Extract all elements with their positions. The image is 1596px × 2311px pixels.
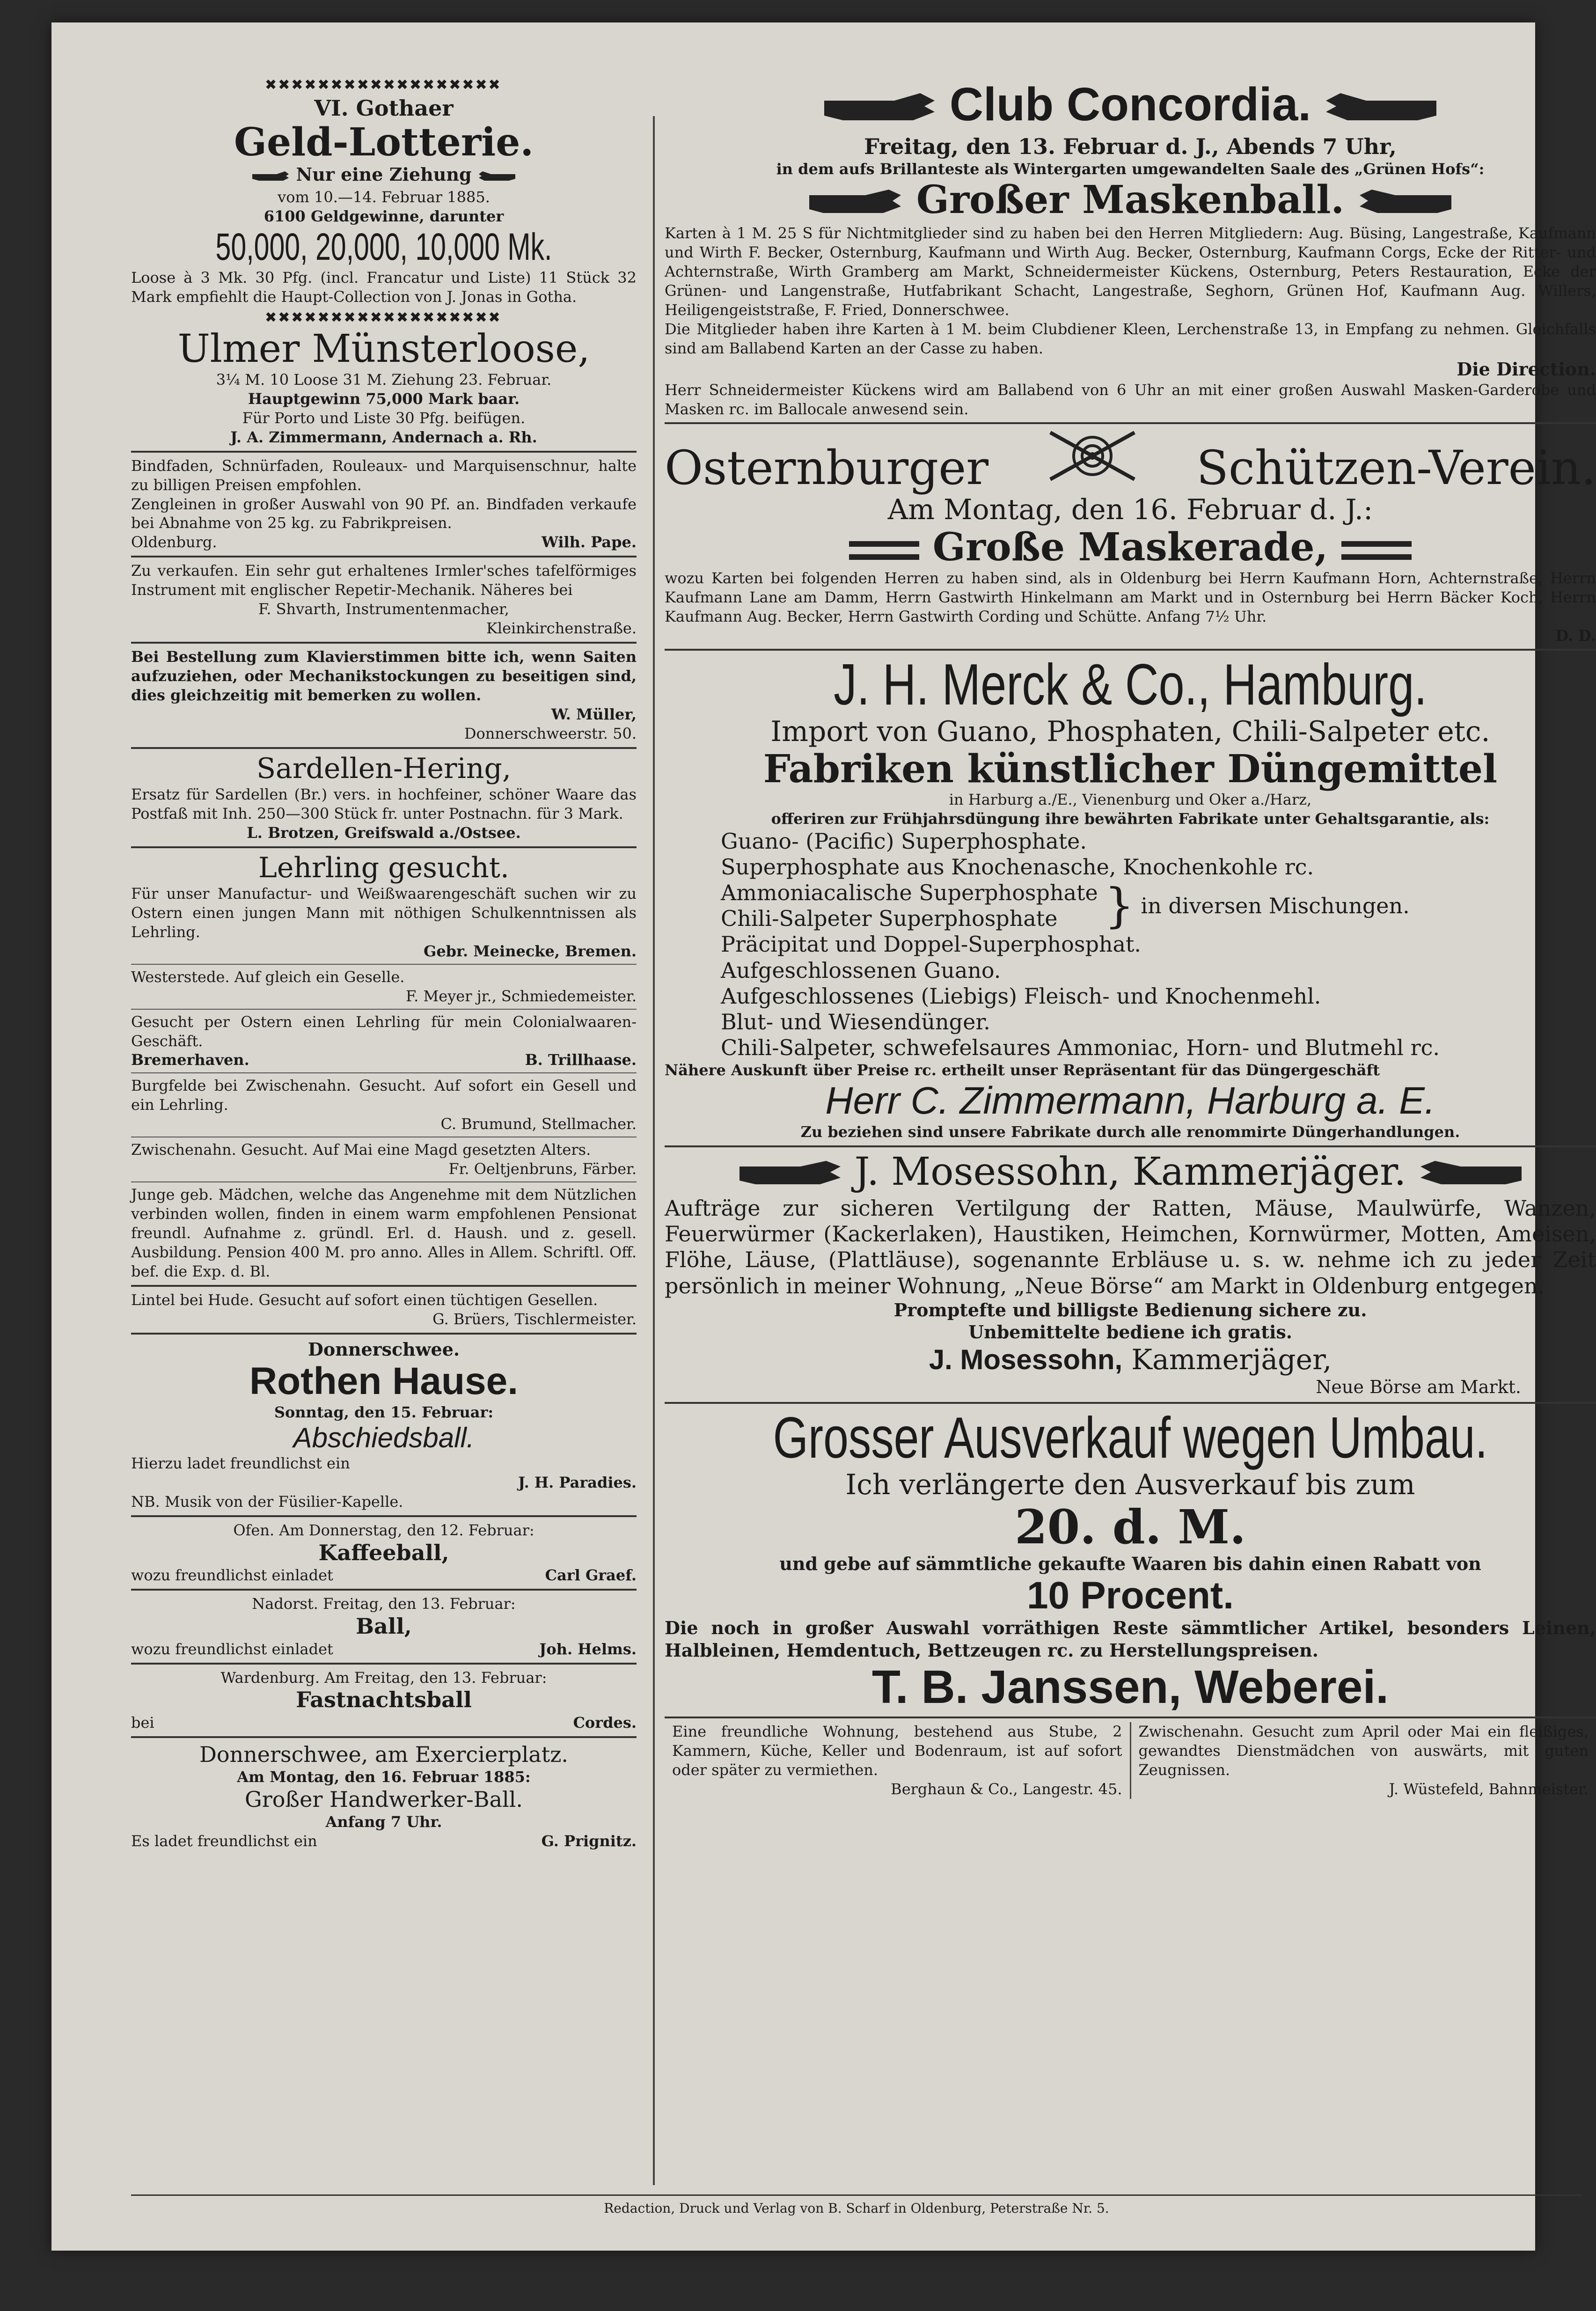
divider xyxy=(131,1589,637,1591)
ad-text: Herr Schneidermeister Kückens wird am Ballabend von 6 Uhr an mit einer großen Auswahl Masken-Garderobe und Masken rc. im Ballocale anwesend sein. xyxy=(665,381,1596,418)
divider xyxy=(131,1285,637,1287)
ad-line: Wardenburg. Am Freitag, den 13. Februar: xyxy=(220,1668,547,1687)
product-item: Präcipitat und Doppel-Superphosphat. xyxy=(721,932,1142,957)
ad-line xyxy=(131,163,637,187)
ad-nadorst xyxy=(131,1594,637,1658)
ad-name: G. Brüers, Tischlermeister. xyxy=(432,1310,637,1328)
ad-text: Loose à 3 Mk. 30 Pfg. (incl. Francatur und Liste) 11 Stück 32 Mark empfiehlt die Haupt-Collection von J. Jonas in Gotha. xyxy=(131,268,637,306)
ad-brumund xyxy=(131,1076,637,1134)
ad-hering xyxy=(131,753,637,843)
pointing-hand-icon xyxy=(809,182,903,224)
ad-text: wozu Karten bei folgenden Herren zu haben sind, als in Oldenburg bei Herrn Kaufmann Horn, Achternstraße, Herrn Kaufmann Lane am Damm, Herrn Gastwirth Hinkelmann am Markt und in Osternburg bei Herrn Bäcker Koch, Herrn Kaufmann Aug. Becker, Herrn Gastwirth Cording und Schütte. Anfang 7½ Uhr. xyxy=(665,569,1596,625)
ad-firma: T. B. Janssen, Weberei. xyxy=(871,1661,1389,1714)
ad-title: Geld-Lotterie. xyxy=(234,120,534,165)
ad-ort: Oldenburg. xyxy=(131,533,217,551)
right-column xyxy=(665,79,1596,2185)
ad-line: und gebe auf sämmtliche gekaufte Waaren bis dahin einen Rabatt von xyxy=(779,1553,1481,1574)
ad-title: Rothen Hause. xyxy=(249,1360,519,1403)
ad-ball: Abschiedsball. xyxy=(293,1422,475,1454)
ad-ziehung: Nur eine Ziehung xyxy=(296,164,472,185)
ad-adr: Kleinkirchenstraße. xyxy=(486,619,637,638)
ad-line: Promptefte und billigste Bedienung sichere zu. xyxy=(893,1299,1367,1321)
ornament-row: ✖✖✖✖✖✖✖✖✖✖✖✖✖✖✖✖✖✖ xyxy=(265,74,502,95)
divider xyxy=(131,747,637,749)
ad-firma: J. A. Zimmermann, Andernach a. Rh. xyxy=(230,428,537,446)
ad-bei: bei xyxy=(131,1713,154,1731)
ad-direction: Die Direction. xyxy=(1457,359,1596,380)
ad-wardenburg xyxy=(131,1668,637,1732)
pointing-hand-icon xyxy=(1358,182,1451,224)
bracket-text: in diversen Mischungen. xyxy=(1141,893,1410,918)
ad-einladung: wozu freundlichst einladet xyxy=(131,1640,333,1658)
brace-icon: } xyxy=(1104,878,1135,933)
ad-lehrling xyxy=(131,852,637,961)
ad-text: Gesucht per Ostern einen Lehrling für mein Colonialwaaren-Geschäft. xyxy=(131,1012,637,1050)
ad-einladung: wozu freundlichst einladet xyxy=(131,1566,333,1585)
ad-title: Grosser Ausverkauf wegen Umbau. xyxy=(773,1406,1488,1471)
ornament-row: ✖✖✖✖✖✖✖✖✖✖✖✖✖✖✖✖✖✖ xyxy=(265,306,502,328)
product-item: Guano- (Pacific) Superphosphate. xyxy=(721,828,1087,854)
ad-text: Karten à 1 M. 25 S für Nichtmitglieder sind zu haben bei den Herren Mitgliedern: Aug. Büsing, Langestraße, Kaufmann und Wirth F. Becker, Osternburg, Kaufmann und Wirth Aug. Becker, Osternburg, Kaufmann Corgs, Ecke der Ritter- und Achternstraße, Wirth Gramberg am Markt, Schneidermeister Kückens, Osternburg, Peters Restauration, Ecke der Grünen- und Langenstraße, Hutfabrikant Schacht, Langestraße, Seghorn, Grünen Hof, Kaufmann Aug. Willers, Heiligengeiststraße, F. Fried, Donnerschwee. xyxy=(665,224,1596,319)
ad-title: J. H. Merck & Co., Hamburg. xyxy=(834,653,1427,718)
ad-anfang: Anfang 7 Uhr. xyxy=(325,1812,442,1831)
ad-name: J. H. Paradies. xyxy=(518,1474,637,1492)
ad-datum: 20. d. M. xyxy=(1015,1499,1246,1555)
product-item: Blut- und Wiesendünger. xyxy=(721,1009,990,1035)
ad-name: B. Trillhaase. xyxy=(525,1051,637,1069)
target-emblem-icon xyxy=(1046,428,1139,494)
imprint-footer: Redaction, Druck und Verlag von B. Scharf in Oldenburg, Peterstraße Nr. 5. xyxy=(131,2194,1582,2216)
divider xyxy=(131,1663,637,1665)
ad-import: Import von Guano, Phosphaten, Chili-Salpeter etc. xyxy=(770,715,1490,748)
ad-einladung: Es ladet freundlichst ein xyxy=(131,1832,317,1850)
ad-datum: Am Montag, den 16. Februar 1885: xyxy=(237,1768,531,1786)
newspaper-page xyxy=(51,22,1596,2251)
ad-line: Für Porto und Liste 30 Pfg. beifügen. xyxy=(242,409,526,427)
ad-title: Fastnachtsball xyxy=(296,1687,472,1713)
ad-title: Sardellen-Hering, xyxy=(256,752,512,785)
ad-adr: Donnerschweerstr. 50. xyxy=(464,725,637,743)
ad-text: Aufträge zur sicheren Vertilgung der Ratten, Mäuse, Maulwürfe, Wanzen, Feuerwürmer (Kackerlaken), Haustiken, Heimchen, Kornwürmer, Motten, Ameisen, Flöhe, Läuse, (Plattläuse), sogenannte Erbläuse u. s. w. nehme ich zu jeder Zeit persönlich in meiner Wohnung, „Neue Börse“ am Markt in Oldenburg entgegen. xyxy=(665,1196,1596,1299)
ad-text: Westerstede. Auf gleich ein Geselle. xyxy=(131,968,405,986)
ad-mosessohn xyxy=(665,1151,1596,1399)
divider xyxy=(131,1515,637,1517)
ad-ball-row xyxy=(665,526,1596,568)
ad-brueers xyxy=(131,1291,637,1329)
ad-name: F. Shvarth, Instrumentenmacher, xyxy=(258,600,509,618)
ad-title-part: Osternburger xyxy=(665,440,989,496)
ad-rabatt: 10 Procent. xyxy=(1026,1574,1234,1617)
ad-auskunft: Nähere Auskunft über Preise rc. ertheilt unser Repräsentant für das Düngergeschäft xyxy=(665,1061,1380,1079)
divider xyxy=(665,422,1596,424)
ad-line: Ich verlängerte den Ausverkauf bis zum xyxy=(845,1468,1415,1501)
ad-line: Hauptgewinn 75,000 Mark baar. xyxy=(248,389,520,408)
ad-title: Ball, xyxy=(356,1614,412,1639)
ad-name: W. Müller, xyxy=(551,705,637,724)
pointing-hand-icon xyxy=(1419,1153,1522,1196)
ad-ort: Bremerhaven. xyxy=(131,1051,249,1069)
ad-wohnung xyxy=(665,1722,1130,1799)
divider xyxy=(131,964,637,965)
ad-name: Cordes. xyxy=(573,1713,637,1731)
ad-schwarth xyxy=(131,561,637,638)
ad-text: Für unser Manufactur- und Weißwaarengeschäft suchen wir zu Ostern einen jungen Mann mit nöthigen Schulkenntnissen als Lehrling. xyxy=(131,884,637,941)
ad-text: Eine freundliche Wohnung, bestehend aus Stube, 2 Kammern, Küche, Keller und Bodenraum, ist auf sofort oder später zu vermiethen. xyxy=(672,1723,1122,1779)
ad-line: Ofen. Am Donnerstag, den 12. Februar: xyxy=(233,1521,534,1540)
ad-name: C. Brumund, Stellmacher. xyxy=(440,1115,637,1133)
divider xyxy=(665,1717,1596,1718)
double-rule-icon xyxy=(849,541,919,560)
ad-ball: Große Maskerade, xyxy=(932,525,1328,570)
ad-title: Club Concordia. xyxy=(949,78,1311,131)
ad-gewinne: 6100 Geldgewinne, darunter xyxy=(264,207,504,225)
divider xyxy=(131,846,637,848)
divider xyxy=(665,1145,1596,1147)
ad-name: F. Meyer jr., Schmiedemeister. xyxy=(405,987,637,1005)
ad-beruf: Kammerjäger, xyxy=(1131,1343,1332,1376)
ad-title-row xyxy=(665,1151,1596,1196)
product-group xyxy=(721,880,1596,932)
ad-datum: Sonntag, den 15. Februar: xyxy=(274,1403,494,1421)
ad-vertreter: Herr C. Zimmermann, Harburg a. E. xyxy=(825,1079,1435,1122)
ad-pensionat xyxy=(131,1185,637,1281)
ad-dienst xyxy=(1130,1722,1596,1799)
ad-name: J. Wüstefeld, Bahnmeister. xyxy=(1389,1780,1589,1798)
ad-name: Wilh. Pape. xyxy=(541,533,637,551)
ad-name: Fr. Oeltjenbruns, Färber. xyxy=(448,1160,637,1178)
ad-datum: Am Montag, den 16. Februar d. J.: xyxy=(887,493,1373,527)
ad-title: Donnerschwee, am Exercierplatz. xyxy=(199,1741,569,1767)
ad-text: Zwischenahn. Gesucht. Auf Mai eine Magd gesetzten Alters. xyxy=(131,1141,591,1159)
ad-exercierplatz xyxy=(131,1742,637,1851)
ad-title: Kaffeeball, xyxy=(318,1540,449,1566)
divider xyxy=(131,1333,637,1335)
ad-datum: vom 10.—14. Februar 1885. xyxy=(278,188,490,206)
ad-ball-row xyxy=(665,179,1596,224)
ad-meyer xyxy=(131,968,637,1006)
ad-name: Joh. Helms. xyxy=(539,1640,637,1658)
ad-schuetzen-verein xyxy=(665,428,1596,645)
divider xyxy=(665,1402,1596,1404)
ad-offer: offeriren zur Frühjahrsdüngung ihre bewährten Fabrikate unter Gehaltsgarantie, als: xyxy=(771,809,1490,828)
ad-text: Junge geb. Mädchen, welche das Angenehme mit dem Nützlichen verbinden wollen, finden in einem warm empfohlenen Pensionat freundl. Aufnahme z. gründl. Erl. d. Haush. und z. gesell. Ausbildung. Pension 400 M. pro anno. Alles in Allem. Schriftl. Off. bef. die Exp. d. Bl. xyxy=(131,1186,637,1280)
ad-bezug: Zu beziehen sind unsere Fabrikate durch alle renommirte Düngerhandlungen. xyxy=(800,1122,1460,1141)
ad-firma: Gebr. Meinecke, Bremen. xyxy=(423,942,637,960)
divider xyxy=(131,451,637,453)
ad-firma: L. Brotzen, Greifswald a./Ostsee. xyxy=(247,823,521,842)
product-item: Superphosphate aus Knochenasche, Knochenkohle rc. xyxy=(721,854,1314,880)
ad-ort: Donnerschwee. xyxy=(307,1338,460,1360)
ad-janssen xyxy=(665,1408,1596,1713)
left-column xyxy=(131,74,637,2190)
ad-line: Unbemittelte bediene ich gratis. xyxy=(968,1321,1293,1343)
ad-pape xyxy=(131,456,637,552)
ad-text: Zwischenahn. Gesucht zum April oder Mai ein fleißiges, gewandtes Dienstmädchen von auswärts, mit guten Zeugnissen. xyxy=(1138,1723,1589,1779)
ad-title-row xyxy=(665,428,1596,494)
ad-nb: NB. Musik von der Füsilier-Kapelle. xyxy=(131,1493,403,1511)
ad-text: Bindfaden, Schnürfaden, Rouleaux- und Marquisenschnur, halte zu billigen Preisen empfohlen. xyxy=(131,456,637,494)
ad-line: 3¼ M. 10 Loose 31 M. Ziehung 23. Februar. xyxy=(216,370,552,389)
ad-club-concordia xyxy=(665,79,1596,418)
divider xyxy=(131,642,637,644)
product-list xyxy=(665,829,1596,1061)
product-item: Chili-Salpeter, schwefelsaures Ammoniac, Horn- und Blutmehl rc. xyxy=(721,1035,1440,1061)
ad-ofen xyxy=(131,1521,637,1585)
ad-title: Lehrling gesucht. xyxy=(258,851,509,884)
ad-text: Ersatz für Sardellen (Br.) vers. in hochfeiner, schöner Waare das Postfaß mit Inh. 250—300 Stück fr. unter Postnachn. für 3 Mark. xyxy=(131,785,637,822)
ad-text: Zu verkaufen. Ein sehr gut erhaltenes Irmler'sches tafelförmiges Instrument mit englischer Repetir-Mechanik. Näheres bei xyxy=(131,562,637,599)
ad-gotha-lotterie xyxy=(131,74,637,328)
product-item: Aufgeschlossenen Guano. xyxy=(721,957,1001,983)
ad-mueller xyxy=(131,647,637,743)
divider xyxy=(131,1009,637,1010)
double-rule-icon xyxy=(1341,541,1412,560)
ad-ulm xyxy=(131,328,637,447)
ad-adr: Neue Börse am Markt. xyxy=(1316,1376,1521,1397)
pointing-hand-icon xyxy=(824,82,937,134)
ad-text: Die Mitglieder haben ihre Karten à 1 M. beim Clubdiener Kleen, Lerchenstraße 13, in Empfang zu nehmen. Gleichfalls sind am Ballabend Karten an der Casse zu haben. xyxy=(665,320,1596,358)
ad-trillhaase xyxy=(131,1012,637,1070)
ad-title-part: Schützen-Verein. xyxy=(1196,440,1596,496)
pointing-hand-icon xyxy=(739,1153,842,1196)
ad-title-row xyxy=(665,79,1596,134)
ad-ball: Großer Handwerker-Ball. xyxy=(244,1786,523,1812)
product-item: Chili-Salpeter Superphosphate xyxy=(721,906,1058,932)
ad-name-row xyxy=(665,1343,1596,1376)
ad-text: Bei Bestellung zum Klavierstimmen bitte ich, wenn Saiten aufzuziehen, oder Mechanikstockungen zu beseitigen sind, dies gleichzeitig mit bemerken zu wollen. xyxy=(131,648,637,704)
column-rule xyxy=(653,116,655,2185)
ad-ort: in dem aufs Brillanteste als Wintergarten umgewandelten Saale des „Grünen Hofs“: xyxy=(776,160,1485,178)
ad-orte: in Harburg a./E., Vienenburg und Oker a./Harz, xyxy=(949,790,1312,808)
ad-text: Die noch in großer Auswahl vorräthigen Reste sämmtlicher Artikel, besonders Leinen, Halbleinen, Hemdentuch, Bettzeugen rc. zu Herstellungspreisen. xyxy=(665,1617,1596,1661)
ad-rothen-hause xyxy=(131,1338,637,1512)
divider xyxy=(131,1072,637,1073)
ad-text: Lintel bei Hude. Gesucht auf sofort einen tüchtigen Gesellen. xyxy=(131,1291,598,1309)
ad-name: J. Mosessohn, xyxy=(929,1343,1123,1375)
divider xyxy=(665,649,1596,651)
ad-text: Zengleinen in großer Auswahl von 90 Pf. an. Bindfaden verkaufe bei Abnahme von 25 kg. zu Fabrikpreisen. xyxy=(131,495,637,532)
ad-ball: Großer Maskenball. xyxy=(916,177,1345,222)
ad-name: Berghaun & Co., Langestr. 45. xyxy=(891,1780,1122,1798)
pointing-hand-icon xyxy=(478,165,515,188)
divider xyxy=(131,1181,637,1182)
ad-subtitle: VI. Gothaer xyxy=(314,95,454,121)
ad-fabriken: Fabriken künstlicher Düngemittel xyxy=(763,746,1498,792)
ad-title: Ulmer Münsterloose, xyxy=(177,326,590,371)
pointing-hand-icon xyxy=(252,165,290,188)
ad-text: Burgfelde bei Zwischenahn. Gesucht. Auf sofort ein Gesell und ein Lehrling. xyxy=(131,1077,637,1114)
product-item: Aufgeschlossenes (Liebigs) Fleisch- und Knochenmehl. xyxy=(721,983,1321,1009)
ad-line: Nadorst. Freitag, den 13. Februar: xyxy=(252,1595,516,1613)
pointing-hand-icon xyxy=(1324,82,1436,134)
ad-name: Carl Graef. xyxy=(545,1566,637,1585)
divider xyxy=(131,1736,637,1738)
ad-summen: 50,000, 20,000, 10,000 Mk. xyxy=(215,225,552,268)
ad-datum: Freitag, den 13. Februar d. J., Abends 7 Uhr, xyxy=(864,133,1397,159)
ad-title: J. Mosessohn, Kammerjäger. xyxy=(854,1149,1406,1194)
ad-oeltjen xyxy=(131,1140,637,1179)
ad-merck xyxy=(665,654,1596,1141)
ad-einladung: Hierzu ladet freundlichst ein xyxy=(131,1454,350,1473)
small-ads-row xyxy=(665,1722,1596,1799)
ad-name: G. Prignitz. xyxy=(541,1832,637,1850)
ad-sign: D. D. xyxy=(1555,626,1596,645)
divider xyxy=(131,556,637,558)
product-item: Ammoniacalische Superphosphate xyxy=(721,880,1098,906)
